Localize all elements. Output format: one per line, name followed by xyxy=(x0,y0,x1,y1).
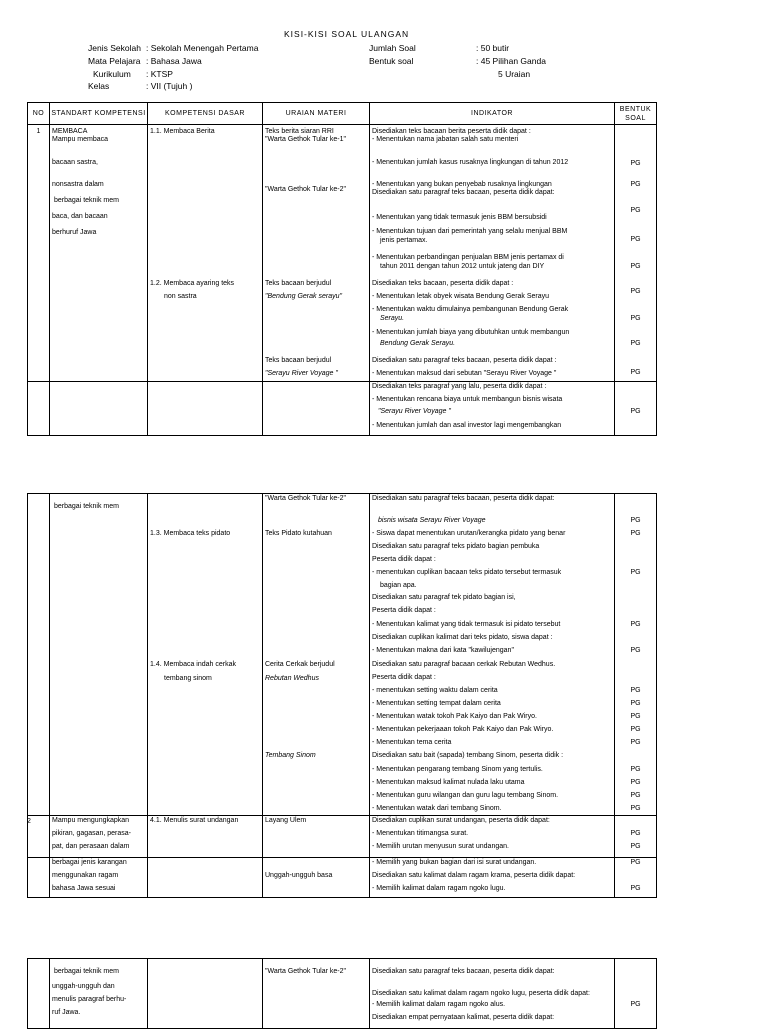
pg-label: PG xyxy=(630,792,641,799)
col-header-indicator: INDIKATOR xyxy=(370,103,615,125)
ind-line: - menentukan cuplikan bacaan teks pidato tersebut termasuk xyxy=(372,569,562,576)
sk-line: pat, dan perasaan dalam xyxy=(52,843,130,850)
pg-label: PG xyxy=(630,517,641,524)
meta-curriculum-label: Kurikulum xyxy=(93,69,131,79)
pg-label: PG xyxy=(630,766,641,773)
ind-line: - Menentukan tujuan dari pemerintah yang selalu menjual BBM xyxy=(372,228,568,235)
col-header-form: BENTUK SOAL xyxy=(615,103,657,125)
um-line: Teks bacaan berjudul xyxy=(265,357,332,364)
sk-line: berbagai teknik mem xyxy=(54,968,119,975)
no-cell xyxy=(28,858,50,898)
sk-line: nonsastra dalam xyxy=(52,181,104,188)
um-line: Layang Ulem xyxy=(265,817,307,824)
meta-form-label: Bentuk soal xyxy=(369,56,414,66)
pg-label: PG xyxy=(630,315,641,322)
no-cell xyxy=(28,382,50,436)
ind-line: - Menentukan nama jabatan salah satu menteri xyxy=(372,136,519,143)
col-header-basic-competence: KOMPETENSI DASAR xyxy=(148,103,263,125)
material-cell xyxy=(263,858,370,898)
kd-line: tembang sinom xyxy=(164,675,212,682)
pg-label: PG xyxy=(630,569,641,576)
pg-label: PG xyxy=(630,408,641,415)
ind-line: - Menentukan jumlah dan asal investor lagi mengembangkan xyxy=(372,422,562,429)
form-cell xyxy=(615,494,657,816)
ind-line: - Menentukan yang tidak termasuk jenis BBM bersubsidi xyxy=(372,214,547,221)
ind-line: - Menentukan watak tokoh Pak Kaiyo dan Pak Wiryo. xyxy=(372,713,537,720)
sk-line: Mampu mengungkapkan xyxy=(52,817,130,824)
meta-class-value: : VII (Tujuh ) xyxy=(146,81,193,91)
pg-label: PG xyxy=(630,263,641,270)
sk-line: bacaan sastra, xyxy=(52,159,98,166)
ind-line: Disediakan satu paragraf teks bacaan, peserta didik dapat : xyxy=(372,357,557,364)
ind-line: Peserta didik dapat : xyxy=(372,674,436,681)
ind-line: jenis pertamax. xyxy=(380,237,428,244)
pg-label: PG xyxy=(630,621,641,628)
pg-label: PG xyxy=(630,530,641,537)
material-cell xyxy=(263,494,370,816)
meta-subject-label: Mata Pelajara xyxy=(88,56,141,66)
ind-line: - Menentukan makna dari kata "kawilujengan" xyxy=(372,647,514,654)
pg-label: PG xyxy=(630,859,641,866)
form-cell xyxy=(615,816,657,858)
pg-label: PG xyxy=(630,207,641,214)
ind-line: Disediakan satu bait (sapada) tembang Sinom, peserta didik : xyxy=(372,752,564,759)
ind-line: Disediakan satu paragraf teks bacaan, peserta didik dapat: xyxy=(372,189,555,196)
pg-label: PG xyxy=(630,713,641,720)
standard-cell xyxy=(50,382,148,436)
meta-essay-value: 5 Uraian xyxy=(498,69,531,79)
um-line: Cerita Cerkak berjudul xyxy=(265,661,335,668)
kd-line: 1.2. Membaca ayaring teks xyxy=(150,280,235,287)
kd-cell xyxy=(148,959,263,1029)
pg-label: PG xyxy=(630,288,641,295)
kd-line: 1.1. Membaca Berita xyxy=(150,128,215,135)
ind-line: - Menentukan maksud kalimat nulada laku utama xyxy=(372,779,525,786)
form-cell xyxy=(615,125,657,382)
ind-line: - Menentukan titimangsa surat. xyxy=(372,830,469,837)
kd-line: 1.3. Membaca teks pidato xyxy=(150,530,231,537)
pg-label: PG xyxy=(630,843,641,850)
ind-line: - Memilih yang bukan bagian dari isi surat undangan. xyxy=(372,859,537,866)
standard-cell xyxy=(50,858,148,898)
pg-label: PG xyxy=(630,687,641,694)
um-line: Unggah-ungguh basa xyxy=(265,872,333,879)
sk-line: berhuruf Jawa xyxy=(52,229,97,236)
meta-school-label: Jenis Sekolah xyxy=(88,43,141,53)
ind-line: - Menentukan kalimat yang tidak termasuk isi pidato tersebut xyxy=(372,621,561,628)
kd-cell xyxy=(148,816,263,858)
sk-line: berbagai teknik mem xyxy=(54,197,119,204)
um-line: "Warta Gethok Tular ke-1" xyxy=(265,136,346,143)
meta-class-label: Kelas xyxy=(88,81,110,91)
meta-curriculum-value: : KTSP xyxy=(146,69,173,79)
indicator-cell xyxy=(370,816,615,858)
indicator-cell xyxy=(370,494,615,816)
ind-line: Disediakan satu paragraf teks pidato bagian pembuka xyxy=(372,543,540,550)
material-cell xyxy=(263,125,370,382)
um-line: "Bendung Gerak serayu" xyxy=(265,293,342,300)
ind-line: Peserta didik dapat : xyxy=(372,607,436,614)
ind-line: - Siswa dapat menentukan urutan/kerangka pidato yang benar xyxy=(372,530,566,537)
ind-line: Disediakan teks paragraf yang lalu, peserta didik dapat : xyxy=(372,383,547,390)
um-line: Teks berita siaran RRI xyxy=(265,128,334,135)
kd-line: non sastra xyxy=(164,293,197,300)
ind-line: Disediakan satu kalimat dalam ragam krama, peserta didik dapat: xyxy=(372,872,576,879)
form-cell xyxy=(615,858,657,898)
kd-line: 4.1. Menulis surat undangan xyxy=(150,817,239,824)
um-line: Tembang Sinom xyxy=(265,752,316,759)
pg-label: PG xyxy=(630,236,641,243)
kd-cell xyxy=(148,494,263,816)
sk-line: Mampu membaca xyxy=(52,136,109,143)
meta-form-value: : 45 Pilihan Ganda xyxy=(476,56,546,66)
sk-line: pikiran, gagasan, perasa- xyxy=(52,830,131,837)
pg-label: PG xyxy=(630,885,641,892)
ind-line: - Menentukan pengarang tembang Sinom yang tertulis. xyxy=(372,766,543,773)
pg-label: PG xyxy=(630,340,641,347)
col-header-no: NO xyxy=(28,103,50,125)
meta-school-value: : Sekolah Menengah Pertama xyxy=(146,43,259,53)
kd-line: 1.4. Membaca indah cerkak xyxy=(150,661,236,668)
form-cell xyxy=(615,959,657,1029)
indicator-cell xyxy=(370,125,615,382)
col-header-material: URAIAN MATERI xyxy=(263,103,370,125)
sk-line: ruf Jawa. xyxy=(52,1009,81,1016)
pg-label: PG xyxy=(630,830,641,837)
ind-line: Disediakan satu kalimat dalam ragam ngoko lugu, peserta didik dapat: xyxy=(372,990,590,997)
um-line: Rebutan Wedhus xyxy=(265,675,319,682)
ind-line: - Memilih urutan menyusun surat undangan. xyxy=(372,843,509,850)
ind-line: "Serayu River Voyage " xyxy=(378,408,451,415)
meta-subject-value: : Bahasa Jawa xyxy=(146,56,202,66)
sk-line: menggunakan ragam xyxy=(52,872,119,879)
pg-label: PG xyxy=(630,181,641,188)
ind-line: Disediakan teks bacaan, peserta didik dapat : xyxy=(372,280,514,287)
kd-cell xyxy=(148,382,263,436)
pg-label: PG xyxy=(630,647,641,654)
form-cell xyxy=(615,382,657,436)
ind-line: - Menentukan yang bukan penyebab rusaknya lingkungan xyxy=(372,181,552,188)
sk-line: berbagai jenis karangan xyxy=(52,859,127,866)
pg-label: PG xyxy=(630,726,641,733)
ind-line: bisnis wisata Serayu River Voyage xyxy=(378,517,486,524)
grid-table-page-3 xyxy=(27,958,657,1029)
sk-line: MEMBACA xyxy=(52,128,88,135)
sk-line: menulis paragraf berhu- xyxy=(52,996,127,1003)
um-line: "Warta Gethok Tular ke-2" xyxy=(265,495,346,502)
material-cell xyxy=(263,816,370,858)
um-line: Teks Pidato kutahuan xyxy=(265,530,332,537)
indicator-cell xyxy=(370,858,615,898)
ind-line: - Menentukan waktu dimulainya pembangunan Bendung Gerak xyxy=(372,306,569,313)
grid-table-page-1 xyxy=(27,102,657,436)
pg-label: PG xyxy=(630,779,641,786)
indicator-cell xyxy=(370,959,615,1029)
material-cell xyxy=(263,382,370,436)
ind-line: Disediakan cuplikan kalimat dari teks pidato, siswa dapat : xyxy=(372,634,553,641)
ind-line: tahun 2011 dengan tahun 2012 untuk jateng dan DIY xyxy=(380,263,545,270)
document-title: KISI-KISI SOAL ULANGAN xyxy=(284,29,410,39)
um-line: Teks bacaan berjudul xyxy=(265,280,332,287)
row-number: 1 xyxy=(36,128,41,135)
ind-line: - Menentukan pekerjaaan tokoh Pak Kaiyo dan Pak Wiryo. xyxy=(372,726,554,733)
no-cell xyxy=(28,125,50,382)
sk-line: unggah-ungguh dan xyxy=(52,983,115,990)
ind-line: - Menentukan letak obyek wisata Bendung Gerak Serayu xyxy=(372,293,550,300)
grid-table-page-2 xyxy=(27,493,657,898)
pg-label: PG xyxy=(630,739,641,746)
no-cell xyxy=(27,494,50,825)
meta-count-value: : 50 butir xyxy=(476,43,510,53)
ind-line: Peserta didik dapat : xyxy=(372,556,436,563)
standard-cell xyxy=(50,959,148,1029)
ind-line: Disediakan teks bacaan berita peserta didik dapat : xyxy=(372,128,531,135)
meta-count-label: Jumlah Soal xyxy=(369,43,416,53)
ind-line: - Menentukan jumlah kasus rusaknya lingkungan di tahun 2012 xyxy=(372,159,569,166)
kd-cell xyxy=(148,858,263,898)
material-cell xyxy=(263,959,370,1029)
ind-line: Disediakan cuplikan surat undangan, peserta didik dapat: xyxy=(372,817,550,824)
ind-line: - Menentukan rencana biaya untuk membangun bisnis wisata xyxy=(372,396,563,403)
um-line: "Warta Gethok Tular ke-2" xyxy=(265,968,346,975)
ind-line: bagian apa. xyxy=(380,582,417,589)
ind-line: - Menentukan jumlah biaya yang dibutuhkan untuk membangun xyxy=(372,329,570,336)
um-line: "Serayu River Voyage " xyxy=(265,370,338,377)
standard-cell xyxy=(50,494,148,816)
pg-label: PG xyxy=(630,700,641,707)
ind-line: - Menentukan guru wilangan dan guru lagu tembang Sinom. xyxy=(372,792,559,799)
ind-line: - Menentukan maksud dari sebutan "Serayu River Voyage " xyxy=(372,370,557,377)
ind-line: Bendung Gerak Serayu. xyxy=(380,340,456,347)
ind-line: - Menentukan tema cerita xyxy=(372,739,452,746)
pg-label: PG xyxy=(630,160,641,167)
ind-line: Disediakan empat pernyataan kalimat, peserta didik dapat: xyxy=(372,1014,555,1021)
ind-line: - Menentukan perbandingan penjualan BBM jenis pertamax di xyxy=(372,254,564,261)
ind-line: - Menentukan setting tempat dalam cerita xyxy=(372,700,501,707)
indicator-cell xyxy=(370,382,615,436)
ind-line: Disediakan satu paragraf bacaan cerkak Rebutan Wedhus. xyxy=(372,661,556,668)
kd-cell xyxy=(148,125,263,382)
pg-label: PG xyxy=(630,369,641,376)
sk-line: bahasa Jawa sesuai xyxy=(52,885,116,892)
um-line: "Warta Gethok Tular ke-2" xyxy=(265,186,346,193)
ind-line: Serayu. xyxy=(380,315,405,322)
col-header-standard: STANDART KOMPETENSI xyxy=(50,103,148,125)
sk-line: baca, dan bacaan xyxy=(52,213,108,220)
row-number: 2 xyxy=(27,818,31,825)
ind-line: Disediakan satu paragraf tek pidato bagian isi, xyxy=(372,594,516,601)
ind-line: - Menentukan watak dari tembang Sinom. xyxy=(372,805,502,812)
ind-line: - Memilih kalimat dalam ragam ngoko lugu. xyxy=(372,885,506,892)
pg-label: PG xyxy=(630,1001,641,1008)
standard-cell xyxy=(50,816,148,858)
ind-line: - Memilih kalimat dalam ragam ngoko alus. xyxy=(372,1001,506,1008)
sk-line: berbagai teknik mem xyxy=(54,503,119,510)
standard-cell xyxy=(50,125,148,382)
ind-line: Disediakan satu paragraf teks bacaan, peserta didik dapat: xyxy=(372,968,555,975)
ind-line: Disediakan satu paragraf teks bacaan, peserta didik dapat: xyxy=(372,495,555,502)
pg-label: PG xyxy=(630,805,641,812)
no-cell xyxy=(28,959,50,1029)
ind-line: - menentukan setting waktu dalam cerita xyxy=(372,687,498,694)
